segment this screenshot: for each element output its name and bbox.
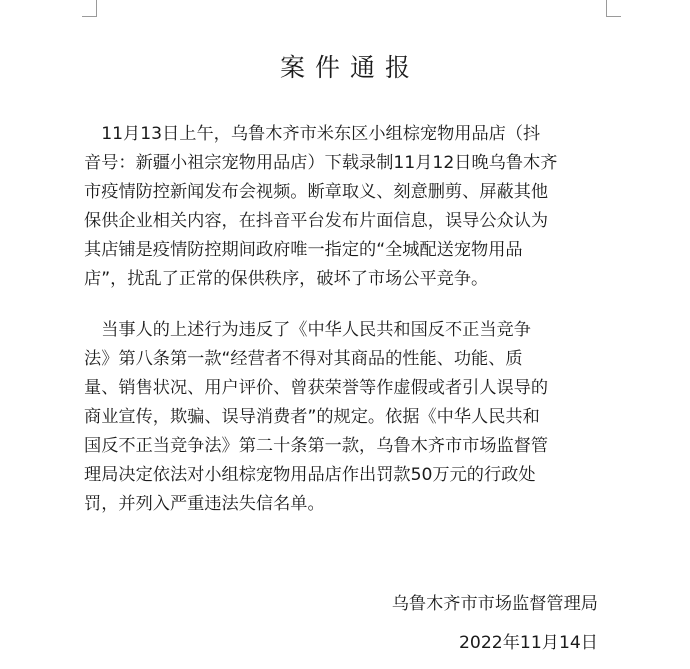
text-line: 当事人的上述行为违反了《中华人民共和国反不正当竞争: [84, 320, 531, 340]
issue-date: 2022年11月14日: [458, 633, 598, 653]
text-line: 量、销售状况、用户评价、曾获荣誉等作虚假或者引人误导的: [84, 378, 549, 398]
paragraph-1: [84, 120, 624, 294]
text-line: 理局决定依法对小组棕宠物用品店作出罚款50万元的行政处: [84, 465, 536, 485]
text-line: 市疫情防控新闻发布会视频。断章取义、刻意删剪、屏蔽其他: [84, 182, 549, 202]
issuing-authority: 乌鲁木齐市市场监督管理局: [391, 594, 598, 614]
text-line: 罚，并列入严重违法失信名单。: [84, 494, 325, 514]
text-line: 其店铺是疫情防控期间政府唯一指定的“全城配送宠物用品: [84, 240, 523, 260]
top-left-margin-mark: [82, 0, 97, 17]
text-line: 音号：新疆小祖宗宠物用品店）下载录制11月12日晚乌鲁木齐: [84, 153, 558, 173]
text-line: 商业宣传，欺骗、误导消费者”的规定。依据《中华人民共和: [84, 407, 540, 427]
signature-block: [392, 590, 598, 658]
paragraph-2: [84, 316, 624, 519]
text-line: 国反不正当竞争法》第二十条第一款，乌鲁木齐市市场监督管: [84, 436, 549, 456]
text-line: 法》第八条第一款“经营者不得对其商品的性能、功能、质: [84, 349, 523, 369]
document-title: 案件通报: [279, 53, 420, 82]
text-line: 11月13日上午，乌鲁木齐市米东区小组棕宠物用品店（抖: [84, 124, 541, 144]
text-line: 保供企业相关内容，在抖音平台发布片面信息，误导公众认为: [84, 211, 549, 231]
top-right-margin-mark: [606, 0, 621, 17]
text-line: 店”，扰乱了正常的保供秩序，破坏了市场公平竞争。: [84, 269, 489, 289]
